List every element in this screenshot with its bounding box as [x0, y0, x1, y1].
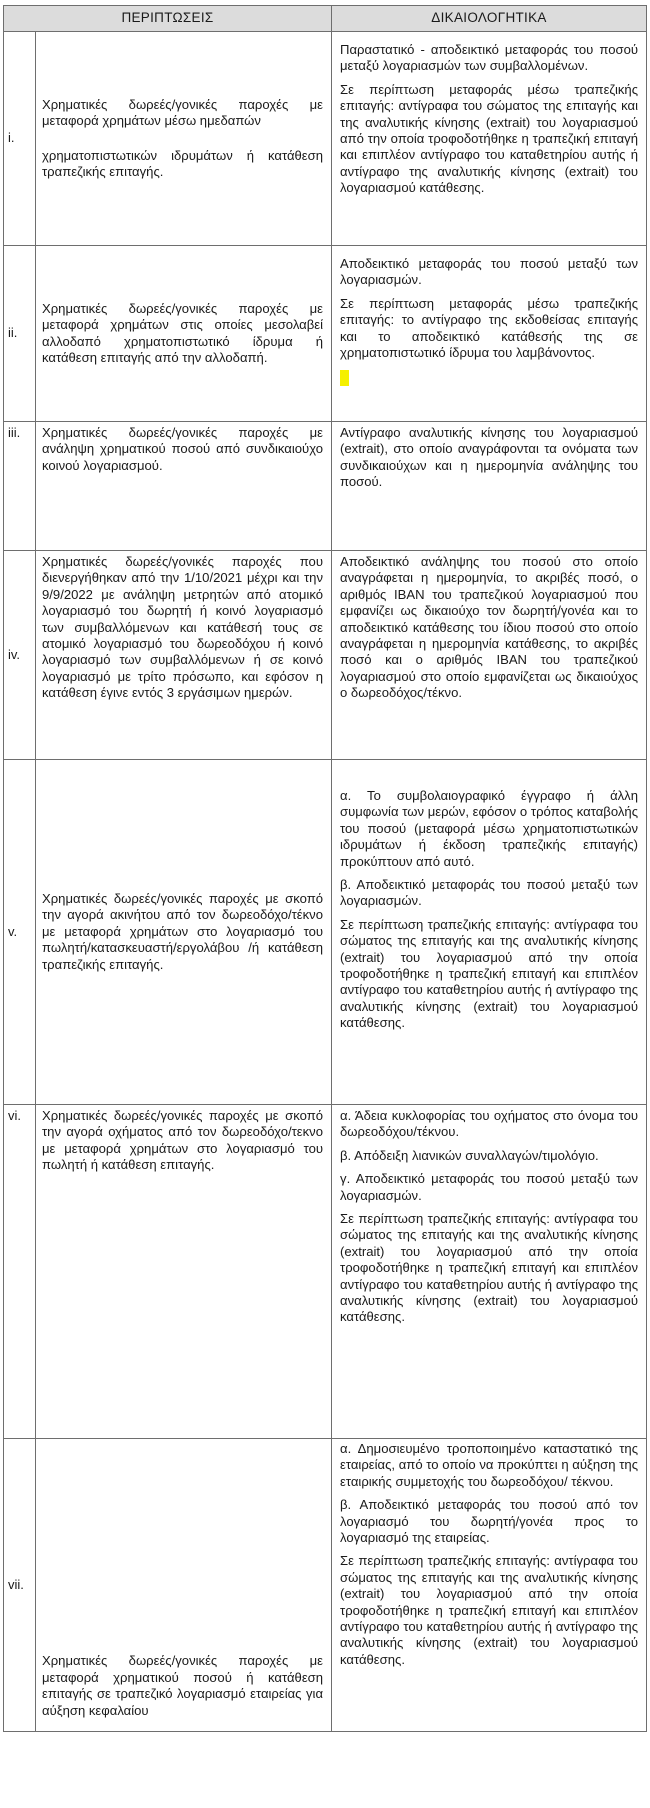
- document-item: α. Άδεια κυκλοφορίας του οχήματος στο όνομα του δωρεοδόχου/τέκνου.: [340, 1108, 639, 1140]
- document-item: Σε περίπτωση τραπεζικής επιταγής: αντίγραφα του σώματος της επιταγής και της αναλυτικής κίνησης (extrait) του λογαριασμού από την οποία τροφοδοτήθηκε η τραπεζική επιταγή και επιπλέον αντίγραφο του καταθετηρίου αυτής ή αντίγραφο της αναλυτικής κίνησης (extrait) του λογαριασμού κατάθεσης.: [340, 1211, 639, 1325]
- highlight-mark: [340, 370, 349, 386]
- header-cases: ΠΕΡΙΠΤΩΣΕΙΣ: [4, 6, 332, 32]
- case-text: Χρηματικές δωρεές/γονικές παροχές με μεταφορά χρηματικού ποσού ή κατάθεση επιταγής σε τραπεζικό λογαριασμό εταιρείας για αύξηση κεφαλαίου: [36, 1439, 332, 1732]
- table-row: [4, 760, 647, 1105]
- requirements-table: [3, 5, 647, 1732]
- case-text: Χρηματικές δωρεές/γονικές παροχές με μεταφορά χρημάτων στις οποίες μεσολαβεί αλλοδαπό χρηματοπιστωτικό ίδρυμα ή κατάθεση επιταγής από την αλλοδαπή.: [36, 246, 332, 422]
- table-header-row: [4, 6, 647, 32]
- case-text-line-a: Χρηματικές δωρεές/γονικές παροχές με μεταφορά χρημάτων μέσω ημεδαπών: [42, 96, 324, 129]
- document-item: Παραστατικό - αποδεικτικό μεταφοράς του ποσού μεταξύ λογαριασμών των συμβαλλομένων.: [340, 42, 639, 74]
- case-text: Χρηματικές δωρεές/γονικές παροχές με σκοπό την αγορά οχήματος από τον δωρεοδόχο/τεκνο με μεταφορά χρημάτων στο λογαριασμό του πωλητή ή κατάθεση επιταγής.: [36, 1105, 332, 1439]
- document-item: β. Αποδεικτικό μεταφοράς του ποσού από τον λογαριασμό του δωρητή/γονέα προς το λογαριασμό της εταιρείας.: [340, 1497, 639, 1546]
- documents-cell: [332, 1439, 647, 1732]
- documents-cell: [332, 1105, 647, 1439]
- case-text: Χρηματικές δωρεές/γονικές παροχές με ανάληψη χρηματικού ποσού από συνδικαιούχο κοινού λογαριασμού.: [36, 422, 332, 551]
- header-documents: ΔΙΚΑΙΟΛΟΓΗΤΙΚΑ: [332, 6, 647, 32]
- documents-cell: [332, 32, 647, 246]
- documents-cell: [332, 551, 647, 760]
- row-number: vi.: [4, 1105, 36, 1439]
- table-row: [4, 422, 647, 551]
- document-item: Αποδεικτικό μεταφοράς του ποσού μεταξύ των λογαριασμών.: [340, 256, 639, 288]
- row-number: iv.: [4, 551, 36, 760]
- case-text: Χρηματικές δωρεές/γονικές παροχές που διενεργήθηκαν από την 1/10/2021 μέχρι και την 9/9/2022 με ανάληψη μετρητών από ατομικό λογαριασμό του δωρητή ή κοινό λογαριασμό των συμβαλλόμενων και κατάθεσή τους σε ατομικό λογαριασμό του δωρεοδόχου ή κοινό λογαριασμό των συμβαλλόμενων ή σε κοινό λογαριασμό με τρίτο πρόσωπο, και εφόσον η κατάθεση έγινε εντός 3 εργάσιμων ημερών.: [36, 551, 332, 760]
- row-number: i.: [4, 32, 36, 246]
- document-item: Σε περίπτωση μεταφοράς μέσω τραπεζικής επιταγής: το αντίγραφο της εκδοθείσας επιταγής και το αποδεικτικό κατάθεσής της σε χρηματοπιστωτικό ίδρυμα του λαμβάνοντος.: [340, 295, 639, 361]
- row-number: v.: [4, 760, 36, 1105]
- row-number: vii.: [4, 1439, 36, 1732]
- document-item: Αποδεικτικό ανάληψης του ποσού στο οποίο αναγράφεται η ημερομηνία, το ακριβές ποσό, ο αριθμός IBAN του τραπεζικού λογαριασμού που εμφανίζει ως δικαιούχο τον δωρητή/γονέα και το αποδεικτικό κατάθεσης του ίδιου ποσού στο οποίο αναγράφεται η ημερομηνία κατάθεσης, το ακριβές ποσό και ο αριθμός IBAN του τραπεζικού λογαριασμού στο οποίο εμφανίζεται ως δικαιούχος ο δωρεοδόχος/τέκνο.: [340, 554, 639, 701]
- document-item: α. Το συμβολαιογραφικό έγγραφο ή άλλη συμφωνία των μερών, εφόσον ο τρόπος καταβολής του ποσού (μεταφορά μέσω χρηματοπιστωτικών ιδρυμάτων ή έκδοση τραπεζικής επιταγής) προκύπτουν από αυτό.: [340, 788, 639, 869]
- document-item: β. Απόδειξη λιανικών συναλλαγών/τιμολόγιο.: [340, 1147, 599, 1163]
- row-number: iii.: [4, 422, 36, 551]
- document-item: Σε περίπτωση τραπεζικής επιταγής: αντίγραφα του σώματος της επιταγής και της αναλυτικής κίνησης (extrait) του λογαριασμού από την οποία τροφοδοτήθηκε η τραπεζική επιταγή και επιπλέον αντίγραφο του καταθετηρίου αυτής ή αντίγραφο της αναλυτικής κίνησης (extrait) του λογαριασμού κατάθεσης.: [340, 916, 639, 1031]
- document-item: Σε περίπτωση μεταφοράς μέσω τραπεζικής επιταγής: αντίγραφα του σώματος της επιταγής και της αναλυτικής κίνησης (extrait) του λογαριασμού από την οποία τροφοδοτήθηκε η τραπεζική επιταγή και επιπλέον αντίγραφο του καταθετηρίου αυτής ή αντίγραφο της αναλυτικής κίνησης (extrait) του λογαριασμού κατάθεσης.: [340, 81, 639, 196]
- documents-cell: [332, 246, 647, 422]
- case-text-line-b: χρηματοπιστωτικών ιδρυμάτων ή κατάθεση τραπεζικής επιταγής.: [42, 147, 324, 179]
- document-item: Σε περίπτωση τραπεζικής επιταγής: αντίγραφα του σώματος της επιταγής και της αναλυτικής κίνησης (extrait) του λογαριασμού από την οποία τροφοδοτήθηκε η τραπεζική επιταγή και επιπλέον αντίγραφο του καταθετηρίου αυτής ή αντίγραφο της αναλυτικής κίνησης (extrait) του λογαριασμού κατάθεσης.: [340, 1553, 639, 1667]
- document-item: β. Αποδεικτικό μεταφοράς του ποσού μεταξύ των λογαριασμών.: [340, 877, 639, 909]
- table-row: [4, 32, 647, 246]
- table-row: [4, 1105, 647, 1439]
- table-row: [4, 1439, 647, 1732]
- row-number: ii.: [4, 246, 36, 422]
- document-item: γ. Αποδεικτικό μεταφοράς του ποσού μεταξύ των λογαριασμών.: [340, 1171, 639, 1203]
- case-text: Χρηματικές δωρεές/γονικές παροχές με σκοπό την αγορά ακινήτου από τον δωρεοδόχο/τέκνο με μεταφορά χρημάτων στο λογαριασμό του πωλητή/κατασκευαστή/εργολάβου /ή κατάθεση τραπεζικής επιταγής.: [36, 760, 332, 1105]
- paragraph-gap: [42, 130, 323, 148]
- table-row: [4, 246, 647, 422]
- documents-cell: [332, 760, 647, 1105]
- document-item: Αντίγραφο αναλυτικής κίνησης του λογαριασμού (extrait), στο οποίο αναγράφονται τα ονόματα των συνδικαιούχων και η ημερομηνία ανάληψης του ποσού.: [340, 425, 639, 490]
- documents-cell: [332, 422, 647, 551]
- document-item: α. Δημοσιευμένο τροποποιημένο καταστατικό της εταιρείας, από το οποίο να προκύπτει η αύξηση της εταιρικής συμμετοχής του δωρεοδόχου/ τέκνου.: [340, 1441, 639, 1489]
- table-row: [4, 551, 647, 760]
- case-text: [36, 32, 332, 246]
